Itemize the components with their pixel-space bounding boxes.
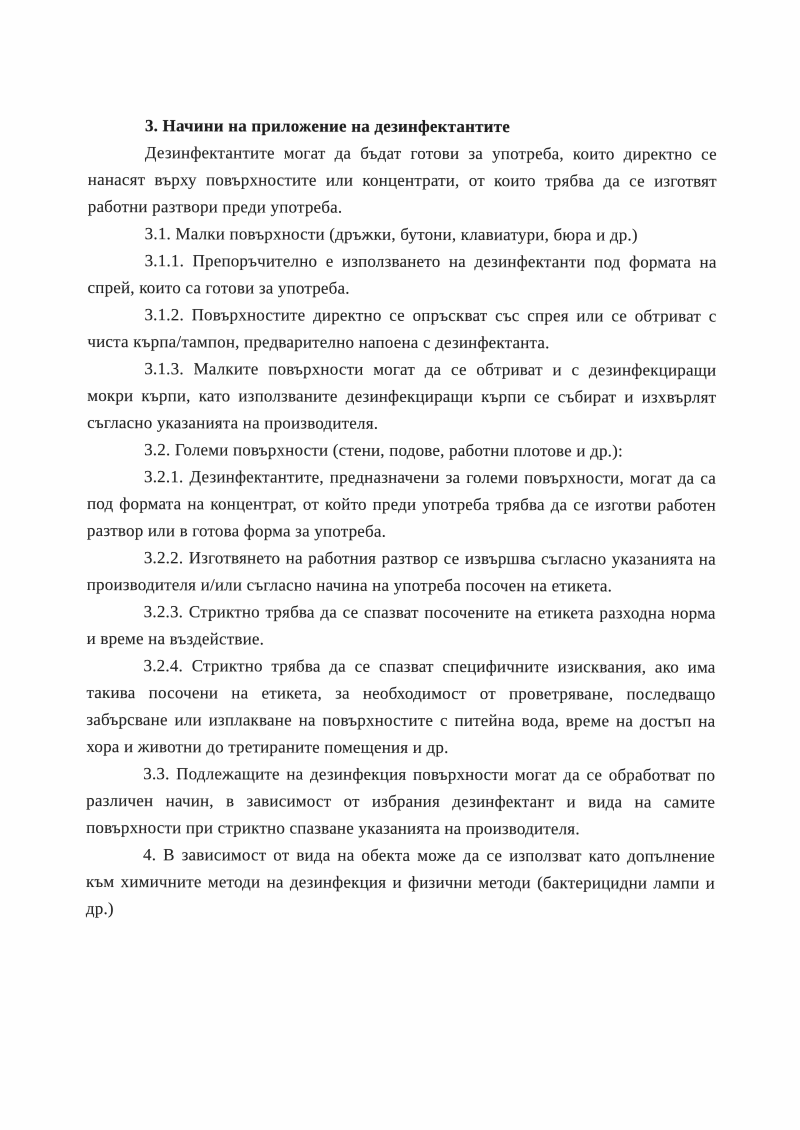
paragraph-3-1-2: 3.1.2. Повърхностите директно се опръскват със спрея или се обтриват с чиста кърпа/тампон, предварително напоена с дезинфектанта. [87,305,717,353]
paragraph-3-2-2: 3.2.2. Изготвянето на работния разтвор се извършва съгласно указанията на производителя и/или съгласно начина на употреба посочен на етикета. [86,548,716,596]
paragraph-intro: Дезинфектантите могат да бъдат готови за употреба, които директно се нанасят върху повърхностите или концентрати, от които трябва да се изготвят работни разтвори преди употреба. [87,143,717,217]
paragraph-3-3: 3.3. Подлежащите на дезинфекция повърхности могат да се обработват по различен начин, в зависимост от избрания дезинфектант и вида на самите повърхности при стриктно спазване указанията на производителя. [86,764,716,839]
paragraph-3-2-3: 3.2.3. Стриктно трябва да се спазват посочените на етикета разходна норма и време на въздействие. [86,602,716,649]
paragraph-3-2: 3.2. Големи повърхности (стени, подове, работни плотове и др.): [144,440,623,461]
paragraph-3-1-1: 3.1.1. Препоръчително е използването на дезинфектанти под формата на спрей, които са готови за употреба. [87,251,717,298]
paragraph-3-2-1: 3.2.1. Дезинфектантите, предназначени за големи повърхности, могат да са под формата на концентрат, от който преди употреба трябва да се изготви работен разтвор или в готова форма за употреба. [86,467,717,541]
paragraph-3-1-3: 3.1.3. Малките повърхности могат да се обтриват и с дезинфекциращи мокри кърпи, като използваните дезинфекциращи кърпи се събират и изхвърлят съгласно указанията на производителя. [87,359,717,433]
paragraph-3-2-4: 3.2.4. Стриктно трябва да се спазват специфичните изисквания, ако има такива посочени на етикета, за необходимост от проветряване, последващо забърсване или изплакване на повърхностите с питейна вода, време на достъп на хора и животни до третираните помещения и др. [86,656,716,757]
section-heading: 3. Начини на приложение на дезинфектантите [144,116,511,137]
paragraph-3-1: 3.1. Малки повърхности (дръжки, бутони, клавиатури, бюра и др.) [144,224,638,245]
document-text-block [86,112,717,924]
paragraph-4: 4. В зависимост от вида на обекта може да се използват като допълнение към химичните методи на дезинфекция и физични методи (бактерицидни лампи и др.) [85,845,716,919]
